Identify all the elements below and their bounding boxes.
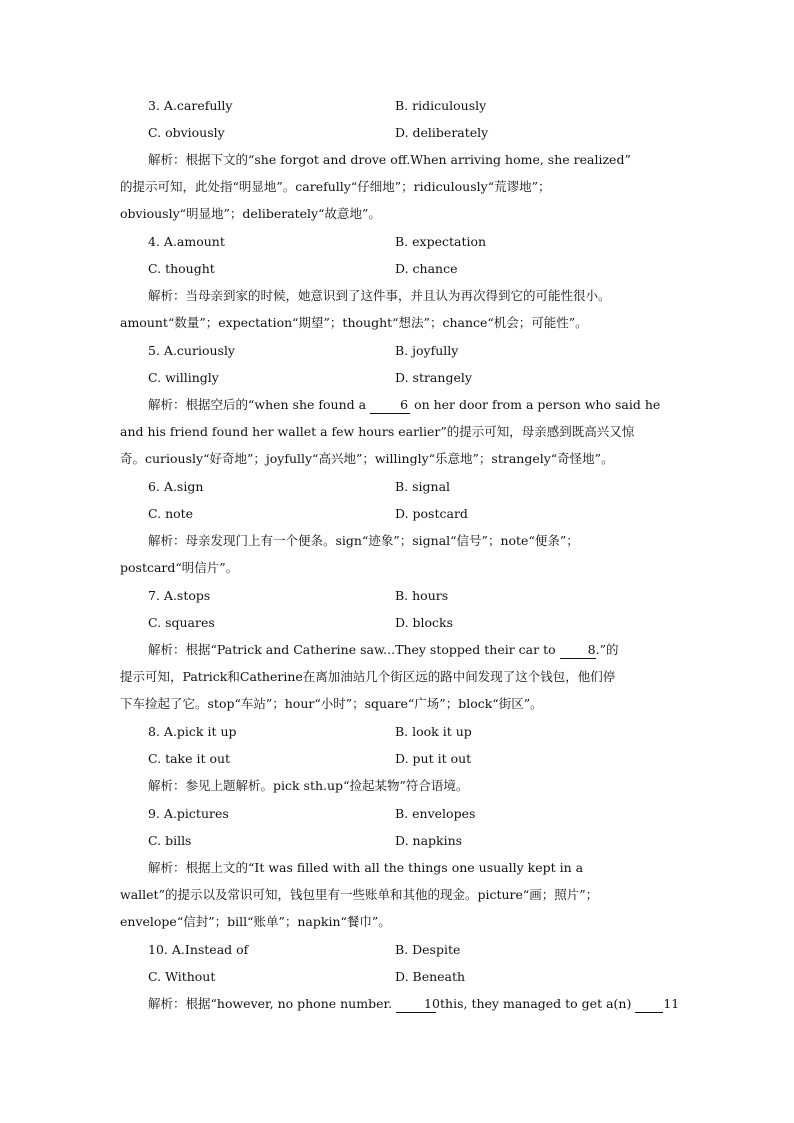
option-d: D. chance	[395, 261, 458, 276]
option-row	[0, 582, 794, 609]
analysis-line: postcard“明信片”。	[120, 560, 239, 575]
analysis	[120, 854, 676, 935]
question-10	[0, 936, 794, 1017]
option-row	[0, 800, 794, 827]
option-c: C. obviously	[148, 125, 225, 140]
analysis-line: 的提示可知，此处指“明显地”。carefully“仔细地”；ridiculously“荒谬地”；	[120, 179, 551, 194]
option-row	[0, 500, 794, 527]
analysis-line: 下车捡起了它。stop“车站”；hour“小时”；square“广场”；block“街区”。	[120, 696, 543, 711]
option-a: 9. A.pictures	[148, 806, 229, 821]
analysis-line: obviously“明显地”；deliberately“故意地”。	[120, 206, 381, 221]
option-row	[0, 92, 794, 119]
option-b: B. ridiculously	[395, 98, 487, 113]
option-c: C. note	[148, 506, 194, 521]
option-row	[0, 609, 794, 636]
analysis-line: 解析：根据“Patrick and Catherine saw...They stopped their car to 8.”的	[148, 642, 619, 657]
analysis	[120, 990, 680, 1017]
question-7	[0, 582, 794, 717]
option-a: 10. A.Instead of	[148, 942, 249, 957]
question-9	[0, 800, 794, 935]
option-row	[0, 473, 794, 500]
option-a: 6. A.sign	[148, 479, 204, 494]
option-row	[0, 119, 794, 146]
question-5	[0, 337, 794, 472]
option-c: C. Without	[148, 969, 216, 984]
blank: 10	[396, 996, 436, 1013]
analysis-line: 解析：根据“however, no phone number. 10 this, they managed to get a(n) 11	[148, 996, 680, 1011]
option-a: 3. A.carefully	[148, 98, 233, 113]
option-d: D. put it out	[395, 751, 472, 766]
analysis	[120, 391, 676, 472]
option-b: B. signal	[395, 479, 451, 494]
option-d: D. postcard	[395, 506, 468, 521]
question-8	[0, 718, 794, 799]
analysis	[120, 282, 676, 336]
option-b: B. Despite	[395, 942, 461, 957]
option-a: 5. A.curiously	[148, 343, 235, 358]
option-c: C. squares	[148, 615, 215, 630]
analysis-line: amount“数量”；expectation“期望”；thought“想法”；chance“机会；可能性”。	[120, 315, 588, 330]
option-c: C. willingly	[148, 370, 219, 385]
option-b: B. hours	[395, 588, 449, 603]
analysis-line: 解析：根据空后的“when she found a 6 on her door from a person who said he	[148, 397, 661, 412]
option-d: D. napkins	[395, 833, 463, 848]
option-row	[0, 228, 794, 255]
option-c: C. bills	[148, 833, 192, 848]
blank: 8	[560, 642, 596, 659]
option-row	[0, 718, 794, 745]
option-a: 7. A.stops	[148, 588, 211, 603]
analysis-line: 解析：母亲发现门上有一个便条。sign“迹象”；signal“信号”；note“便条”；	[148, 533, 579, 548]
blank: 6	[370, 397, 410, 414]
analysis-line: 解析：根据上文的“It was filled with all the things one usually kept in a	[148, 860, 584, 875]
question-3	[0, 92, 794, 227]
blank: 11	[635, 996, 663, 1013]
option-d: D. strangely	[395, 370, 472, 385]
analysis	[120, 772, 676, 799]
analysis-line: 提示可知，Patrick和Catherine在离加油站几个街区远的路中间发现了这个钱包，他们停	[120, 669, 616, 684]
option-d: D. Beneath	[395, 969, 466, 984]
question-4	[0, 228, 794, 336]
option-d: D. deliberately	[395, 125, 489, 140]
option-c: C. thought	[148, 261, 215, 276]
analysis-line: envelope“信封”；bill“账单”；napkin“餐巾”。	[120, 914, 391, 929]
option-b: B. envelopes	[395, 806, 476, 821]
option-a: 8. A.pick it up	[148, 724, 237, 739]
option-b: B. expectation	[395, 234, 487, 249]
analysis	[120, 527, 676, 581]
option-c: C. take it out	[148, 751, 231, 766]
option-row	[0, 364, 794, 391]
option-row	[0, 255, 794, 282]
analysis	[120, 636, 676, 717]
analysis-line: 解析：当母亲到家的时候，她意识到了这件事，并且认为再次得到它的可能性很小。	[148, 288, 611, 303]
option-d: D. blocks	[395, 615, 454, 630]
analysis-line: 奇。curiously“好奇地”；joyfully“高兴地”；willingly“乐意地”；strangely“奇怪地”。	[120, 451, 614, 466]
option-row	[0, 936, 794, 963]
option-row	[0, 337, 794, 364]
option-a: 4. A.amount	[148, 234, 225, 249]
option-row	[0, 827, 794, 854]
option-row	[0, 745, 794, 772]
option-b: B. joyfully	[395, 343, 459, 358]
option-b: B. look it up	[395, 724, 472, 739]
analysis-line: 解析：根据下文的“she forgot and drove off.When arriving home, she realized”	[148, 152, 631, 167]
analysis-line: 解析：参见上题解析。pick sth.up“捡起某物”符合语境。	[148, 778, 469, 793]
analysis-line: and his friend found her wallet a few hours earlier”的提示可知，母亲感到既高兴又惊	[120, 424, 635, 439]
option-row	[0, 963, 794, 990]
analysis-line: wallet”的提示以及常识可知，钱包里有一些账单和其他的现金。picture“画；照片”；	[120, 887, 599, 902]
analysis	[120, 146, 676, 227]
question-6	[0, 473, 794, 581]
